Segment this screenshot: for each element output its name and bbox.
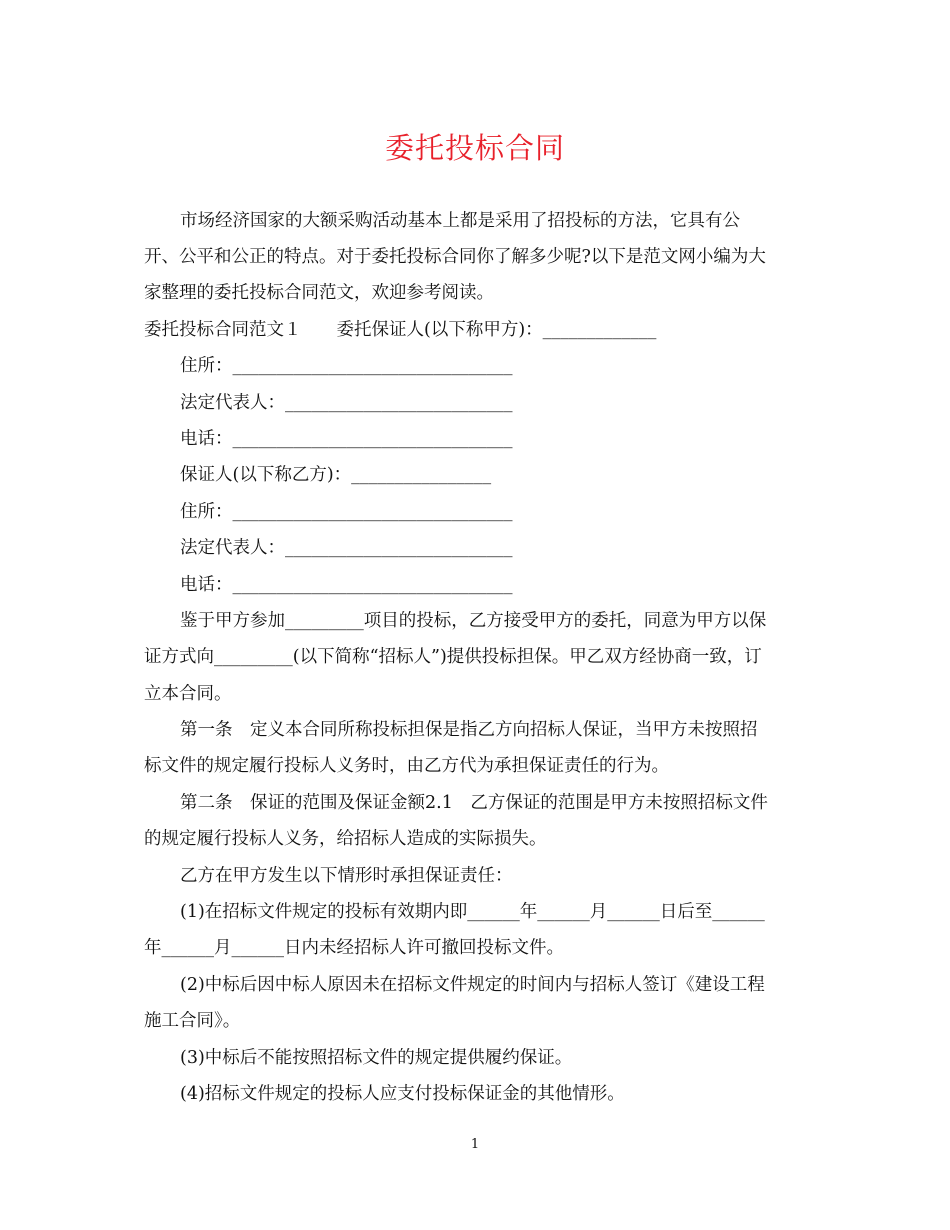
body-line: 的规定履行投标人义务，给招标人造成的实际损失。 [144, 829, 547, 849]
body-line: 电话：________________________________ [180, 429, 513, 449]
body-line: 电话：________________________________ [180, 575, 513, 595]
page-number: 1 [470, 1137, 480, 1152]
body-line: 证方式向_________(以下简称“招标人”)提供投标担保。甲乙双方经协商一致，订 [144, 647, 762, 667]
body-line: 标文件的规定履行投标人义务时，由乙方代为承担保证责任的行为。 [144, 756, 669, 776]
body-line: 法定代表人：__________________________ [180, 538, 513, 558]
body-line: 第二条 保证的范围及保证金额2.1 乙方保证的范围是甲方未按照招标文件 [180, 793, 768, 813]
body-line: (1)在招标文件规定的投标有效期内即______年______月______日后至______ [180, 902, 765, 922]
body-line: 开、公平和公正的特点。对于委托投标合同你了解多少呢?以下是范文网小编为大 [144, 247, 766, 267]
body-line: 施工合同》。 [144, 1011, 241, 1031]
body-line: 住所：________________________________ [180, 502, 513, 522]
body-line: 第一条 定义本合同所称投标担保是指乙方向招标人保证，当甲方未按照招 [180, 720, 758, 740]
document-title: 委托投标合同 [384, 131, 565, 165]
body-line: 立本合同。 [144, 684, 232, 704]
body-line: 保证人(以下称乙方)：________________ [180, 465, 492, 485]
body-line: 法定代表人：__________________________ [180, 393, 513, 413]
body-line: 乙方在甲方发生以下情形时承担保证责任： [180, 866, 513, 886]
body-line: (4)招标文件规定的投标人应支付投标保证金的其他情形。 [180, 1084, 625, 1104]
body-line: 年______月______日内未经招标人许可撤回投标文件。 [144, 938, 564, 958]
body-line: 市场经济国家的大额采购活动基本上都是采用了招投标的方法，它具有公 [180, 211, 740, 231]
body-line: (2)中标后因中标人原因未在招标文件规定的时间内与招标人签订《建设工程 [180, 975, 765, 995]
body-line: 家整理的委托投标合同范文，欢迎参考阅读。 [144, 283, 494, 303]
body-line: 委托投标合同范文１ 委托保证人(以下称甲方)：_____________ [144, 320, 657, 340]
body-line: (3)中标后不能按照招标文件的规定提供履约保证。 [180, 1048, 573, 1068]
body-line: 住所：________________________________ [180, 356, 513, 376]
body-line: 鉴于甲方参加_________项目的投标，乙方接受甲方的委托，同意为甲方以保 [180, 611, 767, 631]
